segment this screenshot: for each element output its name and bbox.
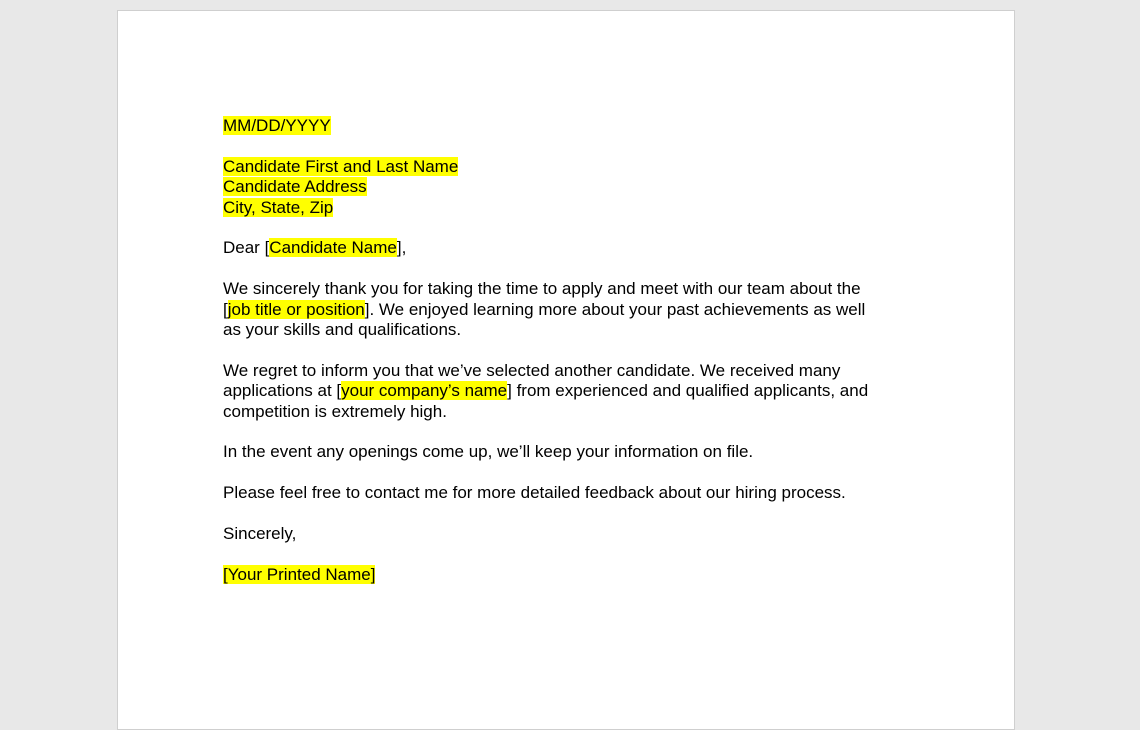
salutation-suffix: ], — [396, 238, 407, 258]
paragraph-openings: In the event any openings come up, we’ll keep your information on file. — [223, 442, 754, 462]
paragraph2-line1: We regret to inform you that we’ve selected another candidate. We received many — [223, 360, 841, 380]
paragraph2-before: applications at [ — [223, 381, 342, 401]
closing: Sincerely, — [223, 524, 297, 544]
date-placeholder: MM/DD/YYYY — [223, 116, 331, 135]
paragraph2-line3: competition is extremely high. — [223, 401, 447, 421]
recipient-address: Candidate Address — [223, 177, 367, 197]
paragraph1-line1: We sincerely thank you for taking the time to apply and meet with our team about the — [223, 279, 861, 299]
signature-placeholder: [Your Printed Name] — [223, 564, 376, 584]
paragraph-regret — [223, 361, 913, 422]
paragraph-thank-you — [223, 279, 913, 340]
candidate-name-placeholder: Candidate Name — [269, 238, 397, 258]
paragraph1-open-bracket: [ — [223, 299, 228, 319]
signature-paragraph — [223, 565, 913, 585]
salutation — [223, 238, 913, 258]
salutation-prefix: Dear [ — [223, 238, 270, 258]
paragraph1-line3: as your skills and qualifications. — [223, 320, 462, 340]
document-page — [117, 10, 1015, 730]
recipient-city-state-zip: City, State, Zip — [223, 197, 334, 217]
company-name-placeholder: your company’s name — [341, 381, 508, 401]
paragraph2-after: ] from experienced and qualified applicants, and — [507, 381, 869, 401]
letter-body[interactable] — [223, 116, 913, 606]
recipient-name: Candidate First and Last Name — [223, 156, 459, 176]
recipient-block — [223, 157, 913, 218]
job-title-placeholder: job title or position — [227, 299, 365, 319]
paragraph1-after: ]. We enjoyed learning more about your past achievements as well — [364, 299, 866, 319]
date-paragraph — [223, 116, 913, 136]
paragraph-feedback: Please feel free to contact me for more detailed feedback about our hiring process. — [223, 483, 846, 503]
